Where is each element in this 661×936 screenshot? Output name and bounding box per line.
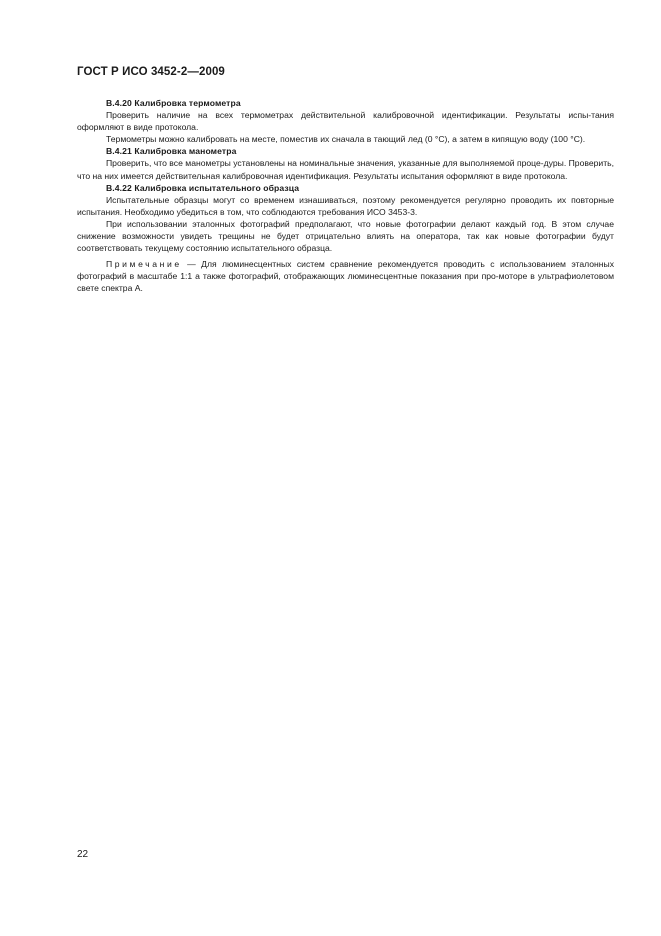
paragraph: Проверить наличие на всех термометрах действительной калибровочной идентификации. Результаты испы-тания оформляют в виде протокола. (77, 110, 614, 133)
section-heading-b421: B.4.21 Калибровка манометра (106, 146, 237, 157)
note-label: Примечание (106, 259, 182, 270)
paragraph: Проверить, что все манометры установлены на номинальные значения, указанные для выполняемой проце-дуры. Проверить, что на них имеется действительная калибровочная идентификация. Результаты испытания оформляют в виде протокола. (77, 158, 614, 181)
section-heading-b422: B.4.22 Калибровка испытательного образца (106, 182, 300, 193)
note (77, 258, 614, 294)
page-number: 22 (77, 849, 89, 860)
paragraph: При использовании эталонных фотографий предполагают, что новые фотографии делают каждый год. В этом случае снижение возможности увидеть трещины не будет отрицательно влиять на оператора, так как новые фотографии будут соответствовать текущему состоянию испытательного образца. (77, 218, 614, 254)
note-text: — Для люминесцентных систем сравнение рекомендуется проводить с использованием эталонных фотографий в масштабе 1:1 а также фотографий, отображающих люминесцентные показания при про-моторе в ультрафиолетовом свете спектра А. (77, 259, 614, 294)
document-body (77, 97, 614, 295)
document-header: ГОСТ Р ИСО 3452-2—2009 (77, 66, 225, 78)
paragraph: Испытательные образцы могут со временем изнашиваться, поэтому рекомендуется регулярно проводить их повторные испытания. Необходимо убедиться в том, что соблюдаются требования ИСО 3453-3. (77, 194, 614, 217)
paragraph: Термометры можно калибровать на месте, поместив их сначала в тающий лед (0 °С), а затем в кипящую воду (100 °С). (106, 134, 586, 145)
section-heading-b420: B.4.20 Калибровка термометра (106, 98, 241, 108)
